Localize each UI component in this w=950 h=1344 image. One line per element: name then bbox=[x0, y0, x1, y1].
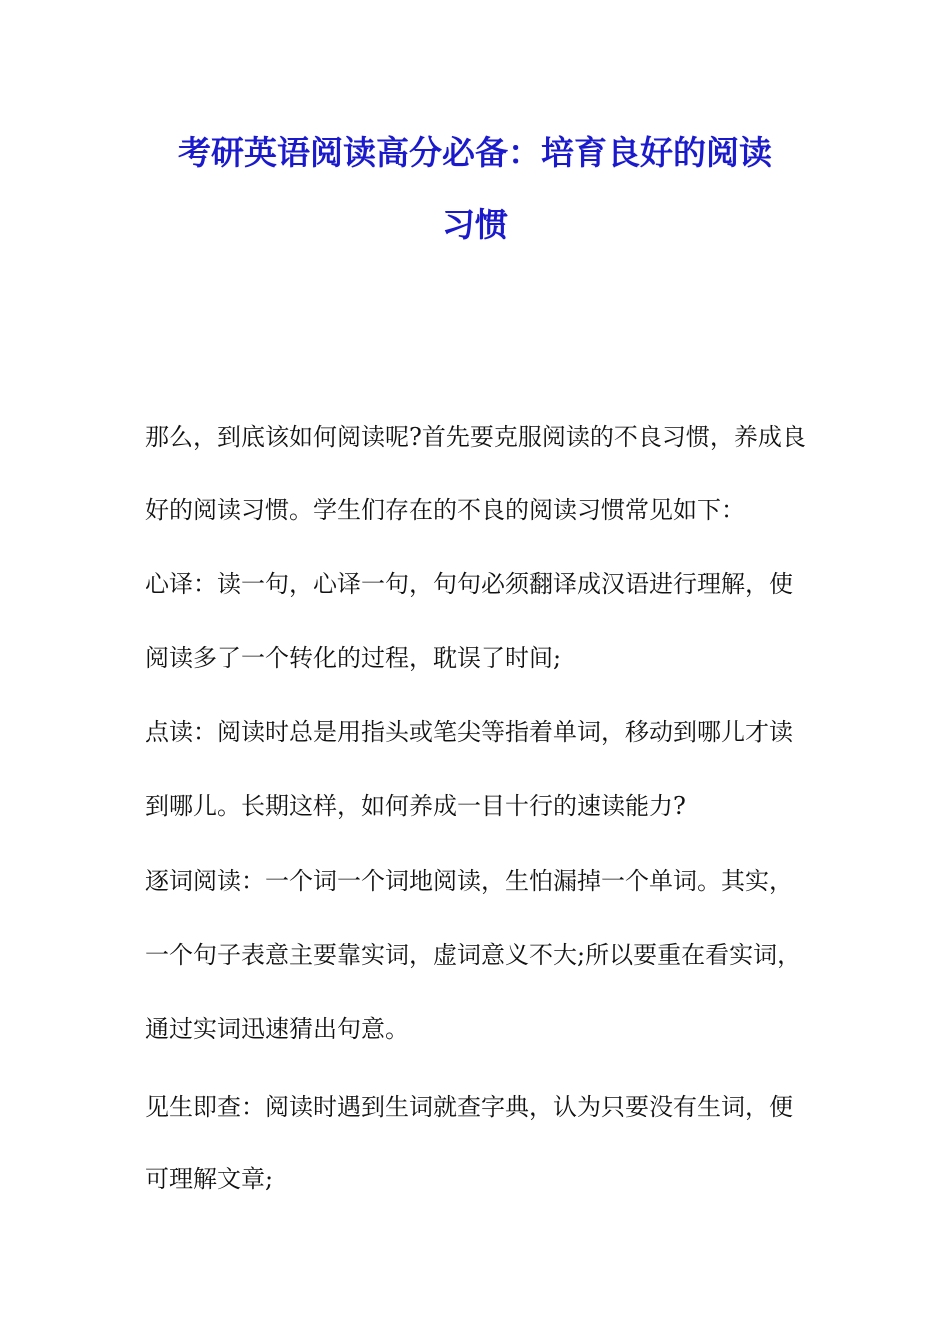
document-title-line-1: 考研英语阅读高分必备：培育良好的阅读 bbox=[178, 133, 772, 172]
paragraph-point-reading-line-1: 点读：阅读时总是用指头或笔尖等指着单词，移动到哪儿才读 bbox=[145, 718, 793, 746]
paragraph-word-by-word-line-2: 一个句子表意主要靠实词，虚词意义不大;所以要重在看实词， bbox=[145, 941, 802, 969]
paragraph-mental-translation-line-2: 阅读多了一个转化的过程，耽误了时间; bbox=[145, 644, 562, 672]
document-title-line-2: 习惯 bbox=[442, 205, 508, 244]
paragraph-dictionary-line-2: 可理解文章; bbox=[145, 1165, 274, 1193]
paragraph-point-reading-line-2: 到哪儿。长期这样，如何养成一目十行的速读能力? bbox=[145, 792, 686, 820]
paragraph-dictionary-line-1: 见生即查：阅读时遇到生词就查字典，认为只要没有生词，便 bbox=[145, 1093, 793, 1121]
paragraph-word-by-word-line-1: 逐词阅读：一个词一个词地阅读，生怕漏掉一个单词。其实， bbox=[145, 867, 793, 895]
paragraph-mental-translation-line-1: 心译：读一句，心译一句，句句必须翻译成汉语进行理解，使 bbox=[145, 570, 793, 598]
paragraph-intro-line-2: 好的阅读习惯。学生们存在的不良的阅读习惯常见如下： bbox=[145, 496, 745, 524]
paragraph-intro-line-1: 那么，到底该如何阅读呢?首先要克服阅读的不良习惯，养成良 bbox=[145, 423, 806, 451]
paragraph-word-by-word-line-3: 通过实词迅速猜出句意。 bbox=[145, 1015, 409, 1043]
